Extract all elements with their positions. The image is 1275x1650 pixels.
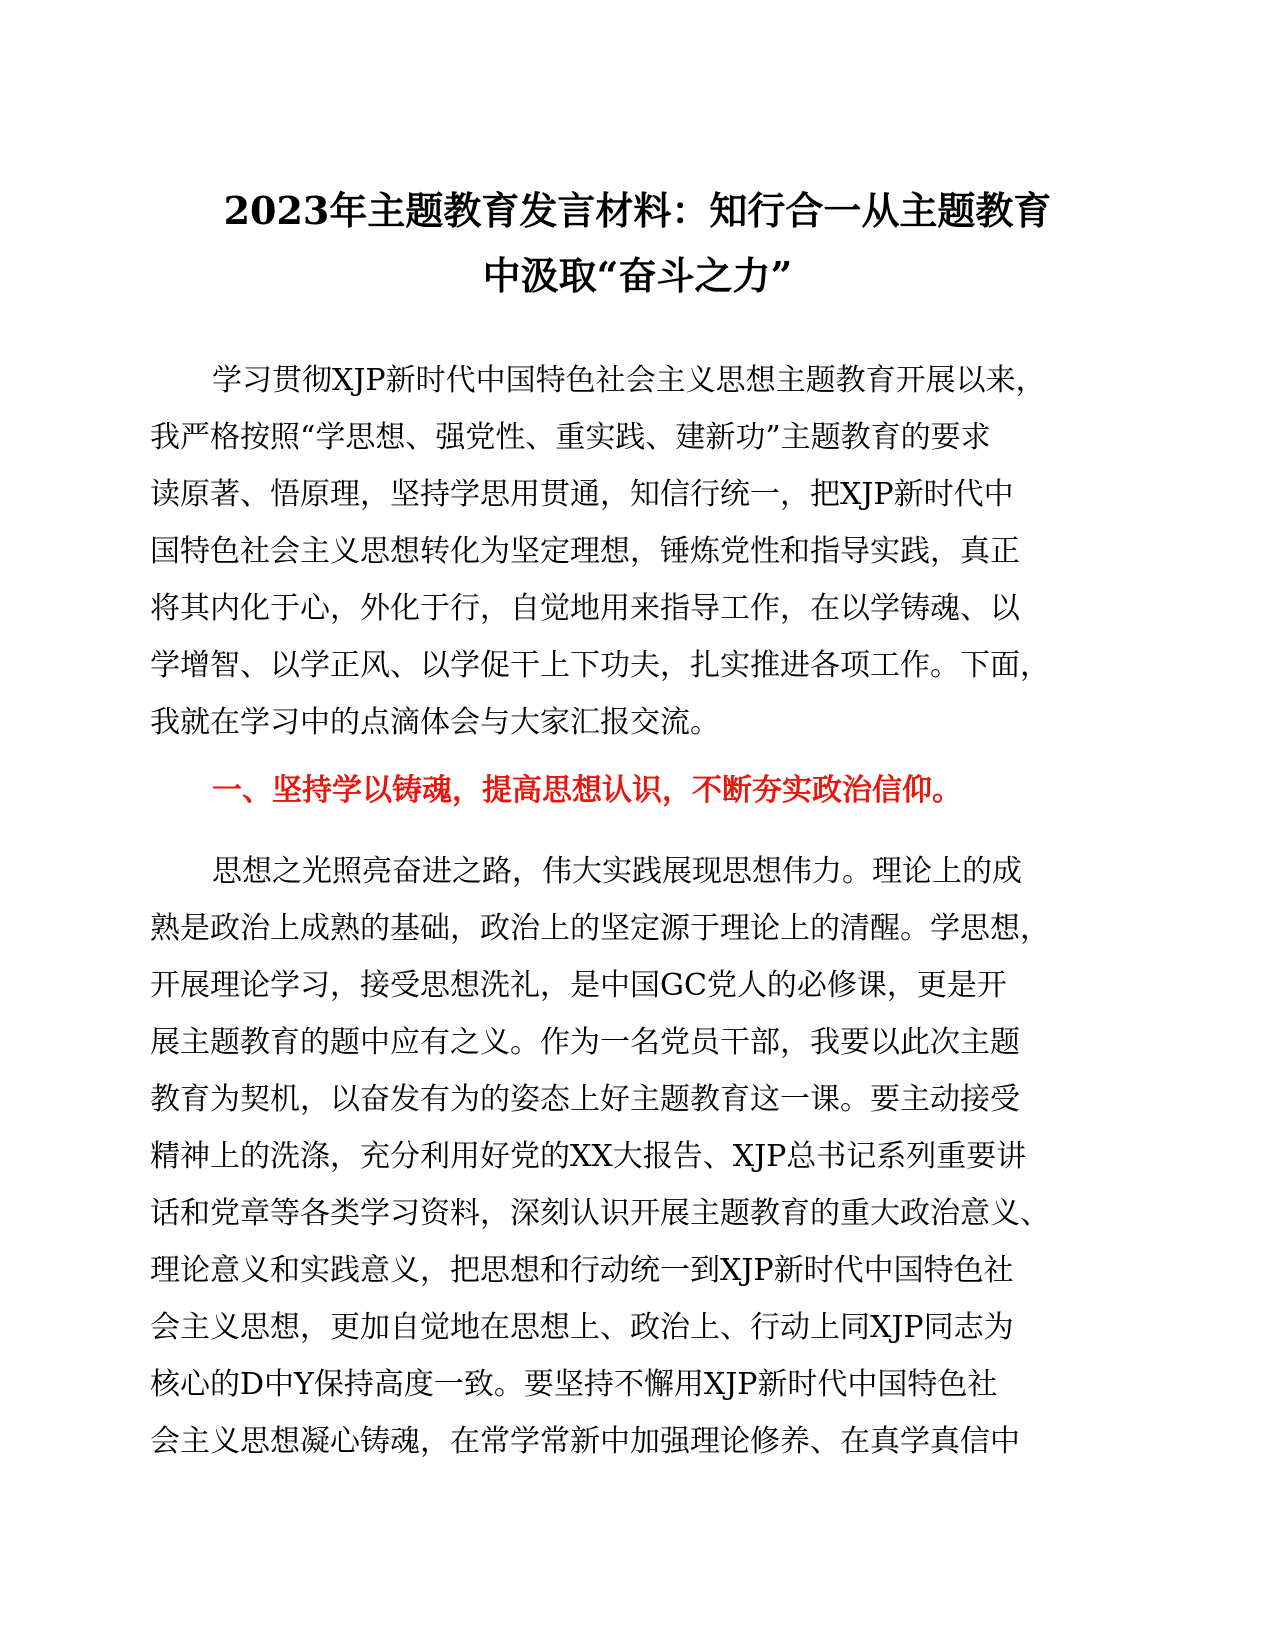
paragraph-line: 国特色社会主义思想转化为坚定理想，锤炼党性和指导实践，真正 <box>150 534 1020 569</box>
paragraph-line: 学习贯彻XJP新时代中国特色社会主义思想主题教育开展以来， <box>212 363 1046 398</box>
paragraph-line: 核心的D中Y保持高度一致。要坚持不懈用XJP新时代中国特色社 <box>150 1367 998 1402</box>
paragraph-line: 精神上的洗涤，充分利用好党的XX大报告、XJP总书记系列重要讲 <box>150 1139 1027 1174</box>
body-paragraph <box>150 843 1136 1470</box>
paragraph-line: 会主义思想凝心铸魂，在常学常新中加强理论修养、在真学真信中 <box>150 1424 1020 1459</box>
paragraph-line: 熟是政治上成熟的基础，政治上的坚定源于理论上的清醒。学思想， <box>150 911 1050 946</box>
title-line: 中汲取“奋斗之力” <box>482 253 793 298</box>
document-title <box>140 178 1135 308</box>
paragraph-line: 我就在学习中的点滴体会与大家汇报交流。 <box>150 705 720 740</box>
paragraph-line: 展主题教育的题中应有之义。作为一名党员干部，我要以此次主题 <box>150 1025 1020 1060</box>
paragraph-line: 会主义思想，更加自觉地在思想上、政治上、行动上同XJP同志为 <box>150 1310 1014 1345</box>
paragraph-line: 读原著、悟原理，坚持学思用贯通，知信行统一，把XJP新时代中 <box>150 477 1014 512</box>
paragraph-line: 学增智、以学正风、以学促干上下功夫，扎实推进各项工作。下面， <box>150 648 1050 683</box>
paragraph-line: 教育为契机，以奋发有为的姿态上好主题教育这一课。要主动接受 <box>150 1082 1020 1117</box>
paragraph-line: 话和党章等各类学习资料，深刻认识开展主题教育的重大政治意义、 <box>150 1196 1050 1231</box>
paragraph-line: 思想之光照亮奋进之路，伟大实践展现思想伟力。理论上的成 <box>212 854 1022 889</box>
intro-paragraph <box>150 352 1136 751</box>
title-line: 2023年主题教育发言材料：知行合一从主题教育 <box>223 188 1052 233</box>
section-heading: 一、坚持学以铸魂，提高思想认识，不断夯实政治信仰。 <box>212 773 962 808</box>
paragraph-line: 开展理论学习，接受思想洗礼，是中国GC党人的必修课，更是开 <box>150 968 1007 1003</box>
paragraph-line: 我严格按照“学思想、强党性、重实践、建新功”主题教育的要求 <box>150 420 991 455</box>
paragraph-line: 理论意义和实践意义，把思想和行动统一到XJP新时代中国特色社 <box>150 1253 1014 1288</box>
paragraph-line: 将其内化于心，外化于行，自觉地用来指导工作，在以学铸魂、以 <box>150 591 1020 626</box>
